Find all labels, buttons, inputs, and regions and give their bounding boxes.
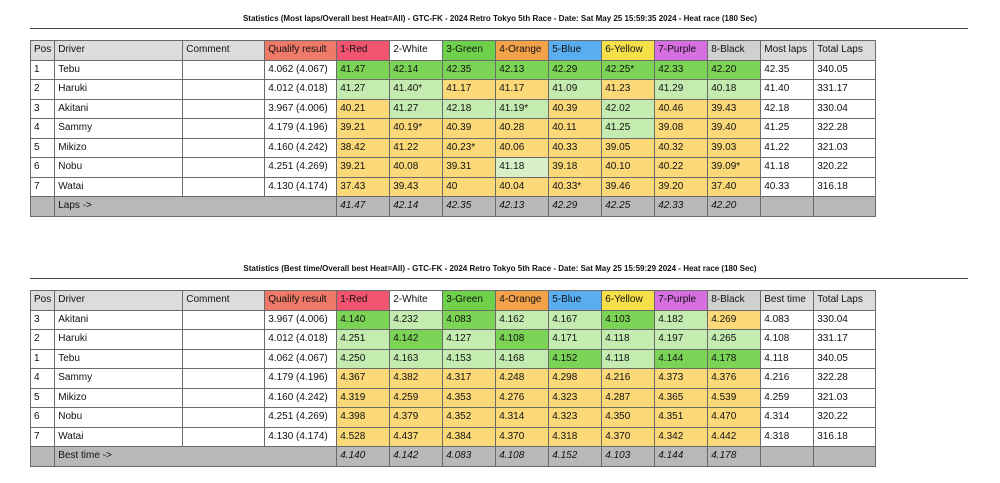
footer-row	[31, 447, 876, 467]
header-lane-7-purple: 7-Purple	[655, 291, 708, 311]
header-lane-6-yellow: 6-Yellow	[602, 291, 655, 311]
pos-cell: 7	[31, 177, 55, 197]
header-pos: Pos	[31, 41, 55, 61]
lane-cell: 4.167	[549, 310, 602, 330]
pos-cell: 3	[31, 310, 55, 330]
lane-cell: 4.144	[655, 349, 708, 369]
pos-cell: 7	[31, 427, 55, 447]
lane-cell: 4.083	[443, 310, 496, 330]
header-qualify-result: Qualify result	[265, 41, 337, 61]
lane-cell: 41.23	[602, 80, 655, 100]
header-pos: Pos	[31, 291, 55, 311]
footer-label: Best time ->	[55, 447, 337, 467]
total-cell: 322.28	[814, 119, 876, 139]
summary-cell: 42.35	[761, 60, 814, 80]
table-row	[31, 119, 876, 139]
qualify-cell: 4.251 (4.269)	[265, 158, 337, 178]
summary-cell: 4.318	[761, 427, 814, 447]
footer-value: 4.103	[602, 447, 655, 467]
lane-cell: 37.40	[708, 177, 761, 197]
lane-cell: 4.103	[602, 310, 655, 330]
comment-cell	[183, 388, 265, 408]
lane-cell: 4.118	[602, 330, 655, 350]
pos-cell: 4	[31, 369, 55, 389]
lane-cell: 41.18	[496, 158, 549, 178]
footer-value: 4.178	[708, 447, 761, 467]
lane-cell: 4.197	[655, 330, 708, 350]
header-driver: Driver	[55, 41, 183, 61]
lane-cell: 39.40	[708, 119, 761, 139]
header-lane-1-red: 1-Red	[337, 291, 390, 311]
lane-cell: 42.33	[655, 60, 708, 80]
total-cell: 340.05	[814, 60, 876, 80]
pos-cell: 4	[31, 119, 55, 139]
header-qualify-result: Qualify result	[265, 291, 337, 311]
lane-cell: 41.17	[443, 80, 496, 100]
header-lane-5-blue: 5-Blue	[549, 291, 602, 311]
table-row	[31, 80, 876, 100]
lane-cell: 4.342	[655, 427, 708, 447]
lane-cell: 41.19*	[496, 99, 549, 119]
lane-cell: 4.276	[496, 388, 549, 408]
lane-cell: 4.314	[496, 408, 549, 428]
lane-cell: 42.02	[602, 99, 655, 119]
total-cell: 322.28	[814, 369, 876, 389]
summary-cell: 41.40	[761, 80, 814, 100]
summary-cell: 41.25	[761, 119, 814, 139]
pos-cell: 3	[31, 99, 55, 119]
lane-cell: 4.287	[602, 388, 655, 408]
lane-cell: 40.06	[496, 138, 549, 158]
lane-cell: 42.29	[549, 60, 602, 80]
table-row	[31, 99, 876, 119]
title-rule	[30, 278, 968, 279]
lane-cell: 40	[443, 177, 496, 197]
total-cell: 316.18	[814, 177, 876, 197]
footer-value: 4.140	[337, 447, 390, 467]
driver-cell: Nobu	[55, 408, 183, 428]
total-cell: 330.04	[814, 310, 876, 330]
lane-cell: 4.319	[337, 388, 390, 408]
header-lane-4-orange: 4-Orange	[496, 291, 549, 311]
header-lane-7-purple: 7-Purple	[655, 41, 708, 61]
lane-cell: 39.46	[602, 177, 655, 197]
header-lane-8-black: 8-Black	[708, 41, 761, 61]
pos-cell: 6	[31, 408, 55, 428]
pos-cell: 2	[31, 80, 55, 100]
lane-cell: 39.05	[602, 138, 655, 158]
footer-cell	[814, 447, 876, 467]
lane-cell: 41.27	[337, 80, 390, 100]
table-row	[31, 408, 876, 428]
lane-cell: 4.398	[337, 408, 390, 428]
total-cell: 321.03	[814, 388, 876, 408]
comment-cell	[183, 369, 265, 389]
header-lane-2-white: 2-White	[390, 291, 443, 311]
footer-value: 4.142	[390, 447, 443, 467]
lane-cell: 4.470	[708, 408, 761, 428]
qualify-cell: 3.967 (4.006)	[265, 310, 337, 330]
title-rule	[30, 28, 968, 29]
qualify-cell: 4.130 (4.174)	[265, 427, 337, 447]
lane-cell: 42.13	[496, 60, 549, 80]
lane-cell: 4.539	[708, 388, 761, 408]
comment-cell	[183, 330, 265, 350]
table-row	[31, 369, 876, 389]
lane-cell: 39.09*	[708, 158, 761, 178]
header-summary: Most laps	[761, 41, 814, 61]
driver-cell: Watai	[55, 177, 183, 197]
footer-cell	[761, 447, 814, 467]
lane-cell: 4.382	[390, 369, 443, 389]
lane-cell: 40.21	[337, 99, 390, 119]
lane-cell: 4.376	[708, 369, 761, 389]
section-title: Statistics (Most laps/Overall best Heat=All) - GTC-FK - 2024 Retro Tokyo 5th Race - Date: Sat May 25 15:59:35 2024 - Heat race (180 Sec)	[242, 14, 758, 23]
pos-cell: 6	[31, 158, 55, 178]
footer-cell	[31, 447, 55, 467]
lane-cell: 38.42	[337, 138, 390, 158]
summary-cell: 4.216	[761, 369, 814, 389]
qualify-cell: 4.179 (4.196)	[265, 369, 337, 389]
lane-cell: 4.178	[708, 349, 761, 369]
total-cell: 330.04	[814, 99, 876, 119]
lane-cell: 40.33	[549, 138, 602, 158]
summary-cell: 41.18	[761, 158, 814, 178]
driver-cell: Sammy	[55, 369, 183, 389]
lane-cell: 4.367	[337, 369, 390, 389]
total-cell: 331.17	[814, 330, 876, 350]
total-cell: 316.18	[814, 427, 876, 447]
lane-cell: 39.08	[655, 119, 708, 139]
lane-cell: 4.163	[390, 349, 443, 369]
header-row	[31, 291, 876, 311]
pos-cell: 5	[31, 388, 55, 408]
lane-cell: 42.25*	[602, 60, 655, 80]
qualify-cell: 4.062 (4.067)	[265, 60, 337, 80]
qualify-cell: 4.012 (4.018)	[265, 80, 337, 100]
qualify-cell: 4.251 (4.269)	[265, 408, 337, 428]
lane-cell: 40.46	[655, 99, 708, 119]
summary-cell: 4.083	[761, 310, 814, 330]
lane-cell: 4.437	[390, 427, 443, 447]
footer-value: 4.108	[496, 447, 549, 467]
lane-cell: 4.259	[390, 388, 443, 408]
qualify-cell: 4.062 (4.067)	[265, 349, 337, 369]
driver-cell: Tebu	[55, 60, 183, 80]
header-lane-6-yellow: 6-Yellow	[602, 41, 655, 61]
footer-value: 42.29	[549, 197, 602, 217]
lane-cell: 40.18	[708, 80, 761, 100]
driver-cell: Mikizo	[55, 388, 183, 408]
summary-cell: 42.18	[761, 99, 814, 119]
lane-cell: 40.11	[549, 119, 602, 139]
qualify-cell: 4.012 (4.018)	[265, 330, 337, 350]
comment-cell	[183, 427, 265, 447]
header-lane-2-white: 2-White	[390, 41, 443, 61]
lane-cell: 4.298	[549, 369, 602, 389]
lane-cell: 42.35	[443, 60, 496, 80]
header-lane-8-black: 8-Black	[708, 291, 761, 311]
footer-label: Laps ->	[55, 197, 337, 217]
header-lane-4-orange: 4-Orange	[496, 41, 549, 61]
driver-cell: Tebu	[55, 349, 183, 369]
header-total-laps: Total Laps	[814, 291, 876, 311]
lane-cell: 39.03	[708, 138, 761, 158]
comment-cell	[183, 119, 265, 139]
lane-cell: 4.142	[390, 330, 443, 350]
lane-cell: 4.108	[496, 330, 549, 350]
table-row	[31, 310, 876, 330]
lane-cell: 41.47	[337, 60, 390, 80]
footer-value: 42.33	[655, 197, 708, 217]
comment-cell	[183, 408, 265, 428]
summary-cell: 4.314	[761, 408, 814, 428]
lane-cell: 42.20	[708, 60, 761, 80]
lane-cell: 40.32	[655, 138, 708, 158]
best-time-table	[30, 290, 876, 467]
lane-cell: 4.317	[443, 369, 496, 389]
driver-cell: Haruki	[55, 330, 183, 350]
lane-cell: 4.250	[337, 349, 390, 369]
table-row	[31, 60, 876, 80]
lane-cell: 4.351	[655, 408, 708, 428]
lane-cell: 39.43	[708, 99, 761, 119]
footer-value: 4.152	[549, 447, 602, 467]
driver-cell: Haruki	[55, 80, 183, 100]
lane-cell: 42.14	[390, 60, 443, 80]
qualify-cell: 4.179 (4.196)	[265, 119, 337, 139]
driver-cell: Akitani	[55, 99, 183, 119]
driver-cell: Mikizo	[55, 138, 183, 158]
lane-cell: 4.352	[443, 408, 496, 428]
lane-cell: 40.10	[602, 158, 655, 178]
total-cell: 320.22	[814, 158, 876, 178]
lane-cell: 4.323	[549, 388, 602, 408]
lane-cell: 4.323	[549, 408, 602, 428]
lane-cell: 4.248	[496, 369, 549, 389]
section-title: Statistics (Best time/Overall best Heat=All) - GTC-FK - 2024 Retro Tokyo 5th Race - Date: Sat May 25 15:59:29 2024 - Heat race (180 Sec)	[243, 264, 757, 273]
lane-cell: 41.40*	[390, 80, 443, 100]
driver-cell: Watai	[55, 427, 183, 447]
lane-cell: 4.318	[549, 427, 602, 447]
header-row	[31, 41, 876, 61]
lane-cell: 41.17	[496, 80, 549, 100]
table-row	[31, 349, 876, 369]
comment-cell	[183, 177, 265, 197]
lane-cell: 4.379	[390, 408, 443, 428]
lane-cell: 4.216	[602, 369, 655, 389]
lane-cell: 37.43	[337, 177, 390, 197]
driver-cell: Nobu	[55, 158, 183, 178]
lane-cell: 40.19*	[390, 119, 443, 139]
lane-cell: 4.373	[655, 369, 708, 389]
footer-cell	[761, 197, 814, 217]
lane-cell: 4.251	[337, 330, 390, 350]
footer-value: 42.35	[443, 197, 496, 217]
lane-cell: 41.27	[390, 99, 443, 119]
lane-cell: 4.171	[549, 330, 602, 350]
lane-cell: 40.22	[655, 158, 708, 178]
comment-cell	[183, 349, 265, 369]
lane-cell: 40.23*	[443, 138, 496, 158]
table-row	[31, 330, 876, 350]
header-lane-3-green: 3-Green	[443, 41, 496, 61]
lane-cell: 39.18	[549, 158, 602, 178]
lane-cell: 40.39	[443, 119, 496, 139]
lane-cell: 4.269	[708, 310, 761, 330]
lane-cell: 4.370	[602, 427, 655, 447]
header-lane-1-red: 1-Red	[337, 41, 390, 61]
lane-cell: 4.232	[390, 310, 443, 330]
lane-cell: 4.182	[655, 310, 708, 330]
lane-cell: 4.127	[443, 330, 496, 350]
lane-cell: 4.384	[443, 427, 496, 447]
lane-cell: 4.162	[496, 310, 549, 330]
comment-cell	[183, 138, 265, 158]
table-row	[31, 388, 876, 408]
lane-cell: 4.265	[708, 330, 761, 350]
footer-value: 42.13	[496, 197, 549, 217]
total-cell: 321.03	[814, 138, 876, 158]
lane-cell: 4.168	[496, 349, 549, 369]
header-lane-3-green: 3-Green	[443, 291, 496, 311]
most-laps-table	[30, 40, 876, 217]
lane-cell: 41.25	[602, 119, 655, 139]
lane-cell: 40.28	[496, 119, 549, 139]
lane-cell: 4.140	[337, 310, 390, 330]
header-comment: Comment	[183, 41, 265, 61]
footer-value: 41.47	[337, 197, 390, 217]
comment-cell	[183, 310, 265, 330]
lane-cell: 39.21	[337, 158, 390, 178]
header-driver: Driver	[55, 291, 183, 311]
summary-cell: 4.108	[761, 330, 814, 350]
comment-cell	[183, 99, 265, 119]
summary-cell: 40.33	[761, 177, 814, 197]
lane-cell: 39.31	[443, 158, 496, 178]
qualify-cell: 3.967 (4.006)	[265, 99, 337, 119]
total-cell: 331.17	[814, 80, 876, 100]
lane-cell: 41.22	[390, 138, 443, 158]
header-lane-5-blue: 5-Blue	[549, 41, 602, 61]
lane-cell: 40.33*	[549, 177, 602, 197]
lane-cell: 42.18	[443, 99, 496, 119]
lane-cell: 39.43	[390, 177, 443, 197]
table-row	[31, 427, 876, 447]
header-comment: Comment	[183, 291, 265, 311]
lane-cell: 40.39	[549, 99, 602, 119]
lane-cell: 41.29	[655, 80, 708, 100]
header-total-laps: Total Laps	[814, 41, 876, 61]
summary-cell: 41.22	[761, 138, 814, 158]
footer-cell	[814, 197, 876, 217]
lane-cell: 4.350	[602, 408, 655, 428]
qualify-cell: 4.160 (4.242)	[265, 388, 337, 408]
pos-cell: 1	[31, 349, 55, 369]
lane-cell: 40.08	[390, 158, 443, 178]
summary-cell: 4.259	[761, 388, 814, 408]
comment-cell	[183, 60, 265, 80]
table-row	[31, 158, 876, 178]
pos-cell: 5	[31, 138, 55, 158]
table-row	[31, 177, 876, 197]
lane-cell: 4.528	[337, 427, 390, 447]
lane-cell: 40.04	[496, 177, 549, 197]
lane-cell: 41.09	[549, 80, 602, 100]
qualify-cell: 4.160 (4.242)	[265, 138, 337, 158]
lane-cell: 4.118	[602, 349, 655, 369]
lane-cell: 4.153	[443, 349, 496, 369]
footer-value: 4.144	[655, 447, 708, 467]
lane-cell: 4.442	[708, 427, 761, 447]
footer-cell	[31, 197, 55, 217]
table-row	[31, 138, 876, 158]
total-cell: 340.05	[814, 349, 876, 369]
footer-value: 4.083	[443, 447, 496, 467]
lane-cell: 4.353	[443, 388, 496, 408]
comment-cell	[183, 80, 265, 100]
total-cell: 320.22	[814, 408, 876, 428]
footer-value: 42.25	[602, 197, 655, 217]
comment-cell	[183, 158, 265, 178]
lane-cell: 39.20	[655, 177, 708, 197]
footer-value: 42.20	[708, 197, 761, 217]
driver-cell: Akitani	[55, 310, 183, 330]
pos-cell: 1	[31, 60, 55, 80]
qualify-cell: 4.130 (4.174)	[265, 177, 337, 197]
lane-cell: 4.365	[655, 388, 708, 408]
header-summary: Best time	[761, 291, 814, 311]
lane-cell: 4.152	[549, 349, 602, 369]
pos-cell: 2	[31, 330, 55, 350]
footer-value: 42.14	[390, 197, 443, 217]
driver-cell: Sammy	[55, 119, 183, 139]
footer-row	[31, 197, 876, 217]
lane-cell: 4.370	[496, 427, 549, 447]
lane-cell: 39.21	[337, 119, 390, 139]
summary-cell: 4.118	[761, 349, 814, 369]
